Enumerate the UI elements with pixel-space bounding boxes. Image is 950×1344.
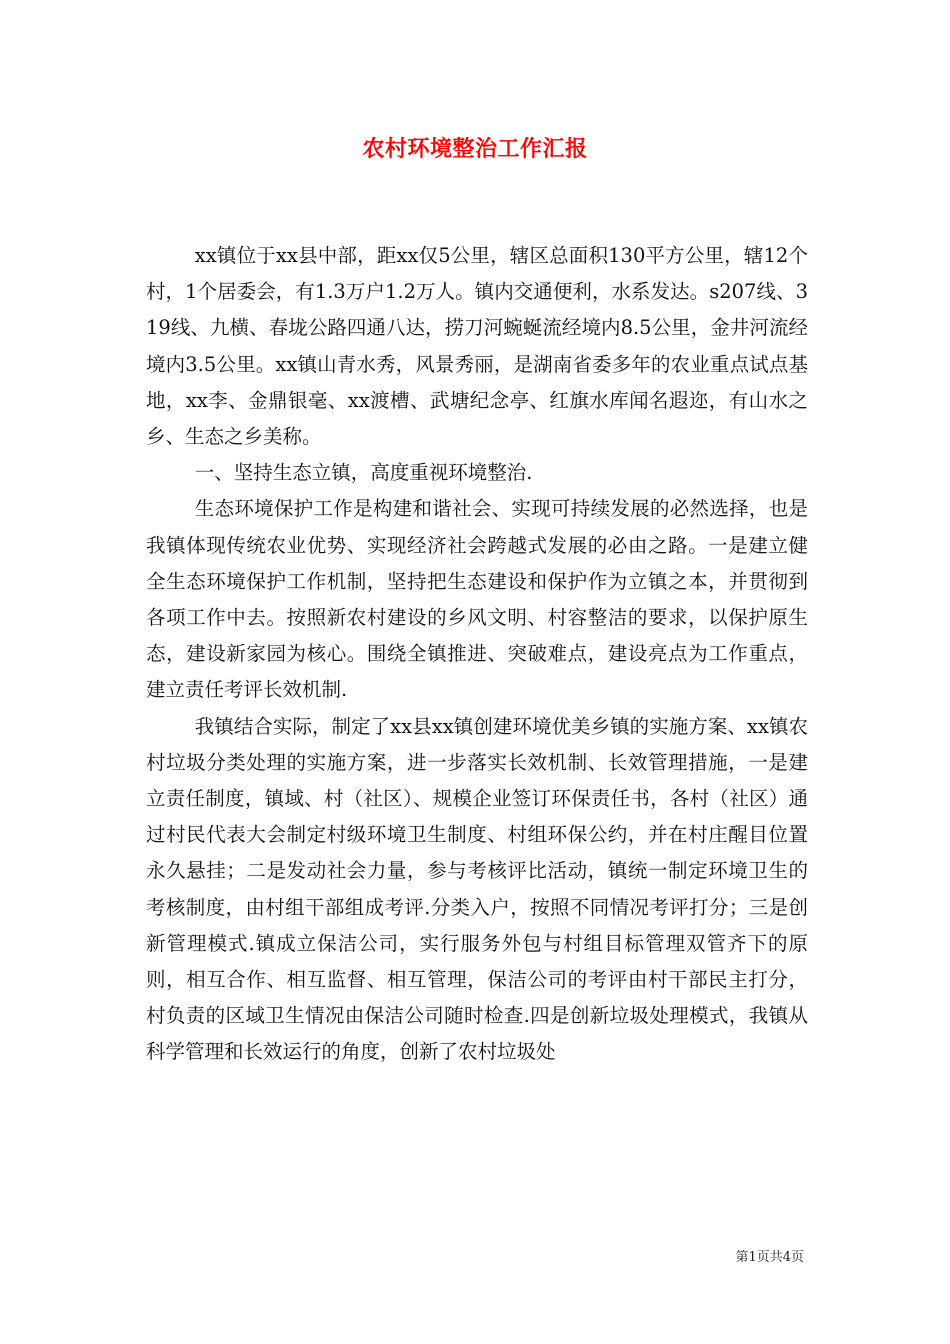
page-number: 第1页共4页 bbox=[735, 1250, 804, 1265]
section-heading-1: 一、坚持生态立镇，高度重视环境整治. bbox=[194, 461, 533, 485]
document-title: 农村环境整治工作汇报 bbox=[362, 136, 588, 162]
paragraph-ecology: 生态环境保护工作是构建和谐社会、实现可持续发展的必然选择，也是我镇体现传统农业优势、实现经济社会跨越式发展的必由之路。一是建立健全生态环境保护工作机制，坚持把生态建设和保护作为立镇之本，并贯彻到各项工作中去。按照新农村建设的乡风文明、村容整洁的要求，以保护原生态，建设新家园为核心。围绕全镇推进、突破难点，建设亮点为工作重点，建立责任考评长效机制. bbox=[146, 497, 808, 702]
paragraph-intro: xx镇位于xx县中部，距xx仅5公里，辖区总面积130平方公里，辖12个村，1个居委会，有1.3万户1.2万人。镇内交通便利，水系发达。s207线、319线、九横、春垅公路四通八达，捞刀河蜿蜒流经境内8.5公里，金井河流经境内3.5公里。xx镇山青水秀，风景秀丽，是湖南省委多年的农业重点试点基地，xx李、金鼎银毫、xx渡槽、武塘纪念亭、红旗水库闻名遐迩，有山水之乡、生态之乡美称。 bbox=[146, 244, 808, 449]
paragraph-measures: 我镇结合实际，制定了xx县xx镇创建环境优美乡镇的实施方案、xx镇农村垃圾分类处理的实施方案，进一步落实长效机制、长效管理措施，一是建立责任制度，镇域、村（社区）、规模企业签订环保责任书，各村（社区）通过村民代表大会制定村级环境卫生制度、村组环保公约，并在村庄醒目位置永久悬挂；二是发动社会力量，参与考核评比活动，镇统一制定环境卫生的考核制度，由村组干部组成考评.分类入户，按照不同情况考评打分；三是创新管理模式.镇成立保洁公司，实行服务外包与村组目标管理双管齐下的原则，相互合作、相互监督、相互管理，保洁公司的考评由村干部民主打分，村负责的区域卫生情况由保洁公司随时检查.四是创新垃圾处理模式，我镇从科学管理和长效运行的角度，创新了农村垃圾处 bbox=[146, 714, 808, 1064]
document-body bbox=[146, 238, 808, 1071]
